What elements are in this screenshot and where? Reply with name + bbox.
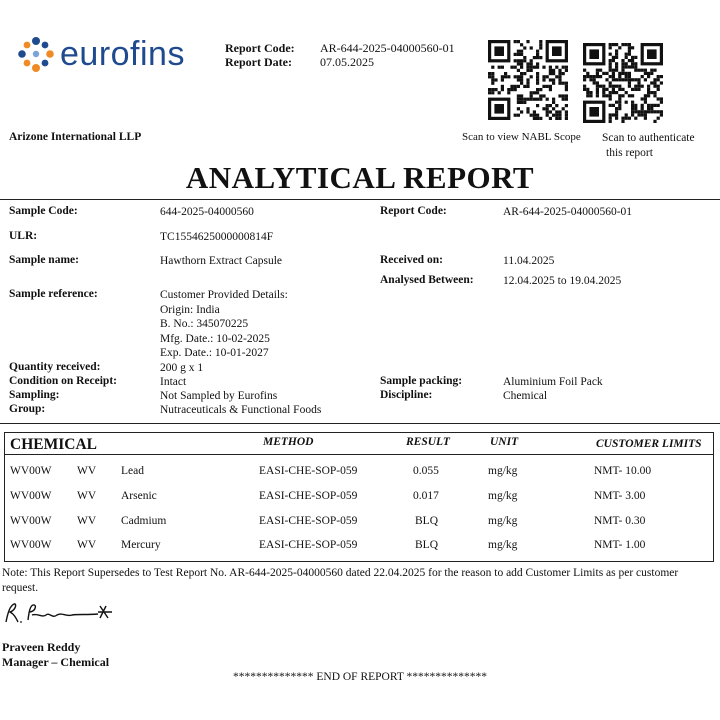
results-header-divider [5,454,713,455]
group-label: Group: [9,403,46,415]
row-code: WV00W [10,515,52,527]
sample-code-label: Sample Code: [9,205,78,217]
eurofins-logo [16,34,206,78]
row-result: 0.017 [413,490,439,502]
signatory-name: Praveen Reddy [2,640,81,654]
sample-reference-label [9,288,98,300]
sample-code-value: 644-2025-04000560 [160,206,254,218]
sample-reference-line: B. No.: 345070225 [160,318,249,330]
ulr-label: ULR: [9,230,38,242]
row-limit: NMT- 3.00 [594,490,646,502]
nabl-qr-caption: Scan to view NABL Scope [462,131,581,143]
row-result: BLQ [415,515,438,527]
row-method: EASI-CHE-SOP-059 [259,539,358,551]
quantity-label: Quantity received: [9,361,101,373]
row-parameter: Lead [121,465,144,477]
section-title: CHEMICAL [10,436,97,453]
report-code-value: AR-644-2025-04000560-01 [320,41,455,55]
report-date-value: 07.05.2025 [320,55,374,69]
discipline-value: Chemical [503,390,548,402]
row-abbr: WV [77,515,97,527]
row-limit: NMT- 10.00 [594,465,652,477]
ulr-value: TC1554625000000814F [160,231,274,243]
nabl-qr-code[interactable] [488,40,568,120]
analysed-between-label: Analysed Between: [380,274,474,286]
row-code: WV00W [10,539,52,551]
end-of-report: ************** END OF REPORT ************** [232,671,488,683]
row-unit: mg/kg [488,515,518,527]
sample-reference-line: Mfg. Date.: 10-02-2025 [160,332,270,345]
row-abbr: WV [77,539,97,551]
supersede-note: Note: This Report Supersedes to Test Report No. AR-644-2025-04000560 dated 22.04.2025 for the reason to add Customer Limits as per customer request. [2,567,679,594]
row-unit: mg/kg [488,465,518,477]
logo-wordmark: eurofins [60,35,185,73]
received-on-label: Received on: [380,254,443,266]
column-header-result: RESULT [406,436,450,448]
report-code-label-2: Report Code: [380,205,447,217]
sample-reference-block [160,288,288,361]
row-unit: mg/kg [488,490,518,502]
row-parameter: Mercury [121,539,161,551]
signature-image [2,598,122,628]
sample-packing-label: Sample packing: [380,375,463,387]
results-table [4,432,714,562]
column-header-unit: UNIT [490,436,519,448]
group-value: Nutraceuticals & Functional Foods [160,404,322,416]
condition-label: Condition on Receipt: [9,375,117,387]
sampling-label: Sampling: [9,389,60,401]
row-method: EASI-CHE-SOP-059 [259,465,358,477]
page-title: ANALYTICAL REPORT [185,160,535,195]
sample-reference-line: Exp. Date.: 10-01-2027 [160,347,269,359]
report-code-value-2: AR-644-2025-04000560-01 [503,206,633,218]
row-unit: mg/kg [488,539,518,551]
details-divider [0,423,720,424]
auth-qr-caption-line1: Scan to authenticate [602,132,695,144]
row-limit: NMT- 1.00 [594,539,646,551]
row-parameter: Cadmium [121,515,167,527]
row-result: BLQ [415,539,438,551]
sample-name-value: Hawthorn Extract Capsule [160,255,282,267]
row-code: WV00W [10,490,52,502]
sample-reference-line: Customer Provided Details: [160,289,288,301]
received-on-value: 11.04.2025 [503,255,555,267]
sampling-value: Not Sampled by Eurofins [160,390,278,402]
authenticate-qr-code[interactable] [583,43,663,123]
sample-reference-line: Origin: India [160,303,220,316]
eurofins-dots-icon [16,36,56,74]
title-divider [0,199,720,200]
row-method: EASI-CHE-SOP-059 [259,515,358,527]
row-parameter: Arsenic [121,490,157,502]
sample-name-label: Sample name: [9,254,79,266]
signatory-title: Manager – Chemical [2,655,110,669]
sample-reference-label-text: Sample reference: [9,288,98,300]
client-name: Arizone International LLP [9,131,142,143]
row-method: EASI-CHE-SOP-059 [259,490,358,502]
row-abbr: WV [77,465,97,477]
row-result: 0.055 [413,465,439,477]
discipline-label: Discipline: [380,389,433,401]
column-header-customer-limits: CUSTOMER LIMITS [596,438,702,450]
analysed-between-value: 12.04.2025 to 19.04.2025 [503,275,622,287]
row-code: WV00W [10,465,52,477]
auth-qr-caption-line2: this report [606,147,653,159]
condition-value: Intact [160,376,187,388]
sample-packing-value: Aluminium Foil Pack [503,376,603,388]
report-code-label: Report Code: [225,41,295,55]
row-abbr: WV [77,490,97,502]
report-date-label: Report Date: [225,55,292,69]
quantity-value: 200 g x 1 [160,362,204,374]
row-limit: NMT- 0.30 [594,515,646,527]
column-header-method: METHOD [263,436,314,448]
